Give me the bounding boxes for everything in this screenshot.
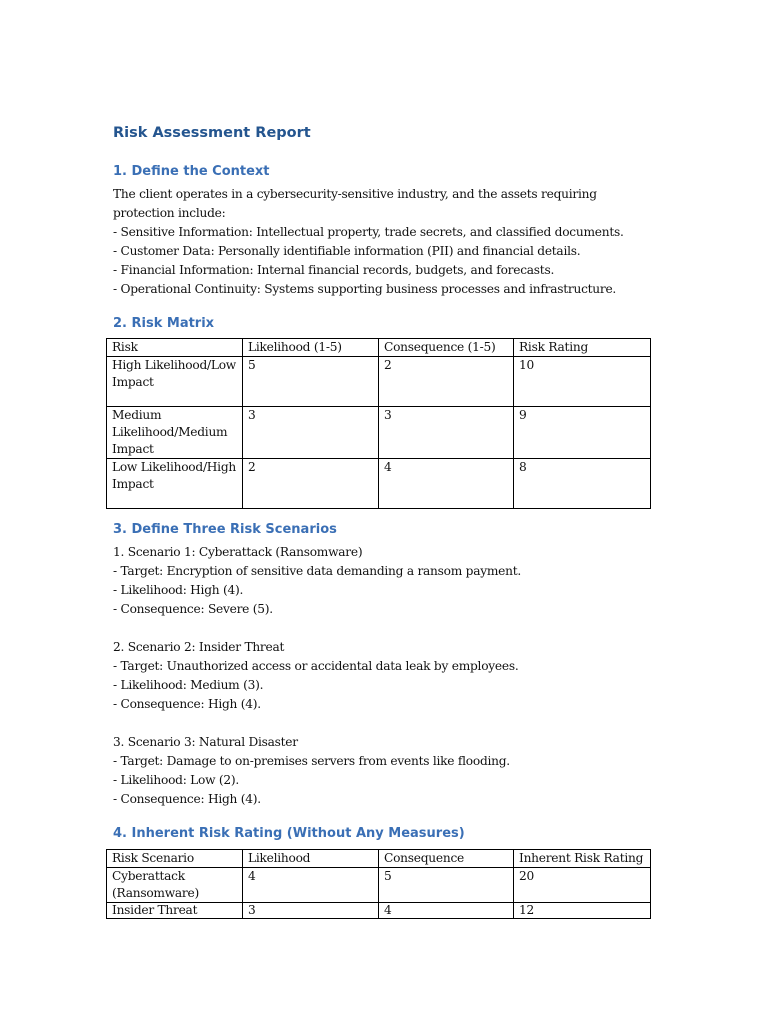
table-cell: 8 [514, 459, 651, 509]
scenario-likelihood: - Likelihood: High (4). [113, 583, 244, 597]
table-row [107, 868, 651, 903]
table-cell: Insider Threat [107, 903, 243, 919]
table-cell: 3 [379, 407, 514, 459]
table-cell: 20 [514, 868, 651, 903]
column-header: Risk Rating [514, 339, 651, 357]
scenario-title: 3. Scenario 3: Natural Disaster [113, 735, 298, 749]
column-header: Inherent Risk Rating [514, 850, 651, 868]
scenario-likelihood: - Likelihood: Medium (3). [113, 678, 264, 692]
table-row [107, 357, 651, 407]
table-row [107, 407, 651, 459]
context-line: - Financial Information: Internal financial records, budgets, and forecasts. [113, 263, 555, 277]
column-header: Risk [107, 339, 243, 357]
table-cell: 2 [379, 357, 514, 407]
table-header-row [107, 850, 651, 868]
scenario-consequence: - Consequence: High (4). [113, 792, 261, 806]
blank-line [113, 619, 673, 638]
table-cell: 5 [243, 357, 379, 407]
report-title: Risk Assessment Report [113, 125, 311, 141]
context-paragraph [113, 185, 673, 299]
blank-line [113, 714, 673, 733]
scenario-consequence: - Consequence: High (4). [113, 697, 261, 711]
table-cell: Cyberattack (Ransomware) [107, 868, 243, 903]
scenario-list [113, 543, 673, 809]
section-4-heading: 4. Inherent Risk Rating (Without Any Measures) [113, 826, 465, 841]
context-line: The client operates in a cybersecurity-sensitive industry, and the assets requiring [113, 187, 597, 201]
table-cell: Medium Likelihood/Medium Impact [107, 407, 243, 459]
table-row [107, 459, 651, 509]
table-cell: 4 [243, 868, 379, 903]
table-cell: 10 [514, 357, 651, 407]
table-cell: 3 [243, 903, 379, 919]
table-cell: 5 [379, 868, 514, 903]
scenario-title: 2. Scenario 2: Insider Threat [113, 640, 285, 654]
table-row [107, 903, 651, 919]
table-cell: 9 [514, 407, 651, 459]
table-cell: 4 [379, 903, 514, 919]
scenario-consequence: - Consequence: Severe (5). [113, 602, 273, 616]
table-cell: High Likelihood/Low Impact [107, 357, 243, 407]
context-line: protection include: [113, 206, 226, 220]
context-line: - Sensitive Information: Intellectual property, trade secrets, and classified documents. [113, 225, 624, 239]
column-header: Likelihood [243, 850, 379, 868]
context-line: - Operational Continuity: Systems supporting business processes and infrastructure. [113, 282, 617, 296]
table-header-row [107, 339, 651, 357]
column-header: Risk Scenario [107, 850, 243, 868]
scenario-target: - Target: Encryption of sensitive data demanding a ransom payment. [113, 564, 522, 578]
scenario-likelihood: - Likelihood: Low (2). [113, 773, 240, 787]
column-header: Likelihood (1-5) [243, 339, 379, 357]
inherent-risk-table [106, 849, 651, 919]
scenario-title: 1. Scenario 1: Cyberattack (Ransomware) [113, 545, 363, 559]
section-3-heading: 3. Define Three Risk Scenarios [113, 522, 337, 537]
section-2-heading: 2. Risk Matrix [113, 316, 215, 331]
risk-matrix-table [106, 338, 651, 509]
column-header: Consequence [379, 850, 514, 868]
table-cell: 12 [514, 903, 651, 919]
column-header: Consequence (1-5) [379, 339, 514, 357]
scenario-target: - Target: Damage to on-premises servers from events like flooding. [113, 754, 510, 768]
context-line: - Customer Data: Personally identifiable information (PII) and financial details. [113, 244, 581, 258]
section-1-heading: 1. Define the Context [113, 164, 270, 179]
table-cell: 4 [379, 459, 514, 509]
table-cell: Low Likelihood/High Impact [107, 459, 243, 509]
table-cell: 2 [243, 459, 379, 509]
scenario-target: - Target: Unauthorized access or accidental data leak by employees. [113, 659, 519, 673]
table-cell: 3 [243, 407, 379, 459]
